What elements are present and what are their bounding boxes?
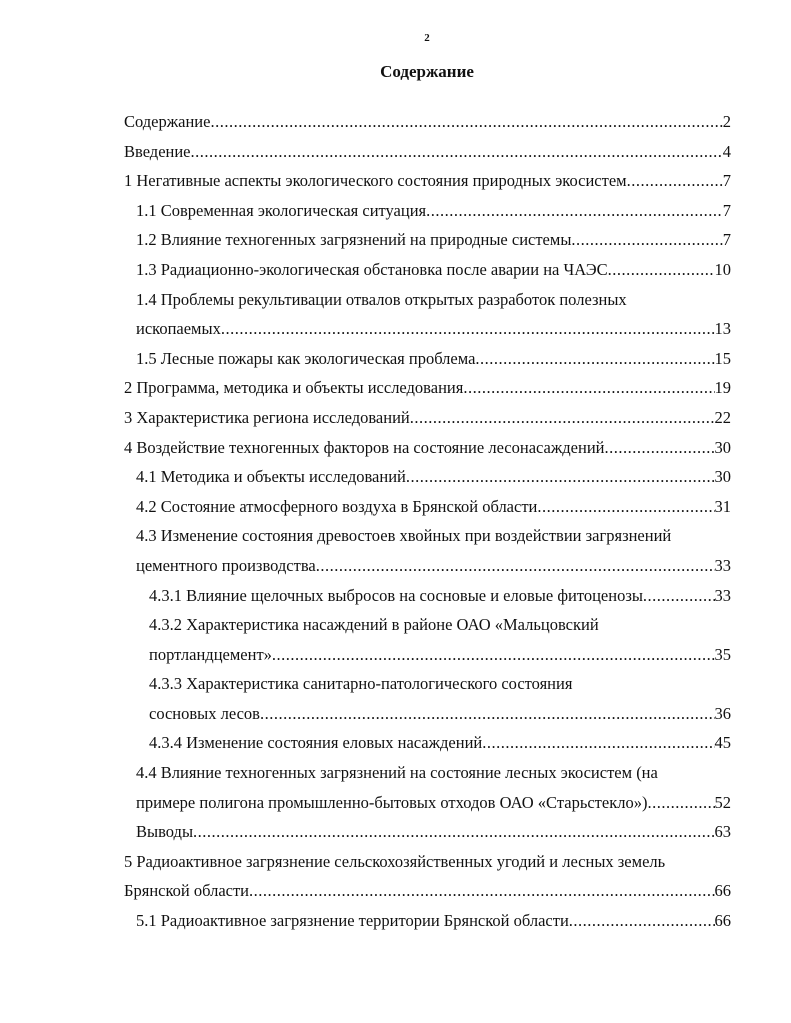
toc-entry[interactable] bbox=[124, 111, 731, 141]
toc-entry-page: 33 bbox=[714, 555, 731, 575]
dot-leader bbox=[571, 229, 722, 251]
toc-entry-page: 19 bbox=[714, 378, 731, 398]
dot-leader bbox=[191, 141, 723, 163]
toc-entry-page: 66 bbox=[714, 881, 731, 901]
dot-leader bbox=[406, 466, 715, 488]
dot-leader bbox=[463, 377, 714, 399]
toc-entry-line bbox=[124, 141, 731, 171]
dot-leader bbox=[475, 348, 714, 370]
toc-entry-title: примере полигона промышленно-бытовых отходов ОАО «Старьстекло») bbox=[136, 792, 648, 812]
toc-entry[interactable] bbox=[124, 229, 731, 259]
toc-entry[interactable] bbox=[124, 377, 731, 407]
toc-entry[interactable] bbox=[124, 200, 731, 230]
toc-entry-title: 4.2 Состояние атмосферного воздуха в Брянской области bbox=[136, 496, 538, 516]
toc-entry[interactable] bbox=[124, 437, 731, 467]
toc-entry-title: Содержание bbox=[124, 112, 211, 131]
toc-entry-title: портландцемент» bbox=[149, 644, 272, 664]
dot-leader bbox=[643, 585, 715, 607]
toc-entry-line bbox=[124, 851, 731, 881]
toc-entry-title: сосновых лесов bbox=[149, 703, 260, 723]
toc-entry[interactable] bbox=[124, 673, 731, 732]
toc-entry-title: 4.1 Методика и объекты исследований bbox=[136, 467, 406, 487]
toc-entry-line bbox=[124, 377, 731, 407]
toc-entry[interactable] bbox=[124, 348, 731, 378]
toc-entry-line bbox=[124, 111, 731, 141]
toc-entry-page: 63 bbox=[714, 822, 731, 842]
toc-entry-line bbox=[124, 880, 731, 910]
dot-leader bbox=[272, 644, 715, 666]
toc-entry-page: 30 bbox=[714, 467, 731, 487]
toc-entry-title: 1.3 Радиационно-экологическая обстановка после аварии на ЧАЭС bbox=[136, 259, 608, 279]
toc-entry-title: 2 Программа, методика и объекты исследования bbox=[124, 378, 464, 398]
toc-entry-line bbox=[124, 348, 731, 378]
toc-entry-line bbox=[124, 496, 731, 526]
toc-entry-line bbox=[124, 525, 731, 555]
toc-entry-page: 45 bbox=[714, 733, 731, 753]
toc-entry-title: 5.1 Радиоактивное загрязнение территории Брянской области bbox=[136, 911, 569, 931]
dot-leader bbox=[260, 703, 715, 725]
toc-entry-title: 4.3.1 Влияние щелочных выбросов на сосновые и еловые фитоценозы bbox=[149, 585, 643, 605]
dot-leader bbox=[569, 910, 715, 932]
toc-entry-line bbox=[124, 703, 731, 733]
toc-entry-line bbox=[124, 673, 731, 703]
toc-entry-line bbox=[124, 821, 731, 851]
toc-entry[interactable] bbox=[124, 525, 731, 584]
toc-entry-title: 1 Негативные аспекты экологического состояния природных экосистем bbox=[124, 171, 627, 191]
toc-entry[interactable] bbox=[124, 821, 731, 851]
toc-entry-line bbox=[124, 318, 731, 348]
page-title: Содержание bbox=[380, 62, 474, 81]
toc-entry-line bbox=[124, 614, 731, 644]
toc-entry-title: Выводы bbox=[136, 822, 194, 842]
toc-entry-line bbox=[124, 407, 731, 437]
toc-entry-title: 4.3.4 Изменение состояния еловых насаждений bbox=[149, 733, 483, 753]
table-of-contents bbox=[124, 111, 731, 940]
toc-entry-title: 3 Характеристика региона исследований bbox=[124, 407, 410, 427]
dot-leader bbox=[604, 437, 714, 459]
toc-entry-title: ископаемых bbox=[136, 319, 221, 339]
toc-entry-page: 22 bbox=[714, 407, 731, 427]
dot-leader bbox=[221, 318, 715, 340]
toc-entry-line bbox=[124, 437, 731, 467]
toc-entry-line bbox=[124, 170, 731, 200]
toc-entry-line bbox=[124, 792, 731, 822]
dot-leader bbox=[482, 732, 714, 754]
toc-entry-page: 30 bbox=[714, 437, 731, 457]
toc-entry-page: 10 bbox=[714, 259, 731, 279]
toc-entry[interactable] bbox=[124, 466, 731, 496]
toc-entry[interactable] bbox=[124, 170, 731, 200]
toc-entry-page: 66 bbox=[714, 911, 731, 931]
toc-entry-line bbox=[124, 259, 731, 289]
dot-leader bbox=[647, 792, 714, 814]
toc-entry-title: 4.3.3 Характеристика санитарно-патологического состояния bbox=[149, 674, 573, 694]
toc-entry-line bbox=[124, 585, 731, 615]
toc-entry[interactable] bbox=[124, 614, 731, 673]
toc-entry-title: 1.5 Лесные пожары как экологическая проблема bbox=[136, 348, 476, 368]
toc-entry-page: 35 bbox=[714, 644, 731, 664]
toc-entry-page: 15 bbox=[714, 348, 731, 368]
toc-entry-line bbox=[124, 200, 731, 230]
toc-entry-page: 7 bbox=[722, 200, 731, 220]
toc-entry-line bbox=[124, 466, 731, 496]
toc-entry-title: 1.2 Влияние техногенных загрязнений на природные системы bbox=[136, 230, 572, 250]
dot-leader bbox=[316, 555, 715, 577]
dot-leader bbox=[249, 880, 714, 902]
toc-entry-title: 4.4 Влияние техногенных загрязнений на состояние лесных экосистем (на bbox=[136, 763, 658, 783]
toc-entry-page: 31 bbox=[714, 496, 731, 516]
dot-leader bbox=[426, 200, 723, 222]
toc-entry[interactable] bbox=[124, 289, 731, 348]
toc-entry-line bbox=[124, 644, 731, 674]
page-number: 2 bbox=[424, 32, 430, 44]
toc-entry[interactable] bbox=[124, 851, 731, 910]
toc-entry[interactable] bbox=[124, 141, 731, 171]
toc-entry-line bbox=[124, 910, 731, 940]
toc-entry[interactable] bbox=[124, 585, 731, 615]
toc-entry-page: 7 bbox=[722, 171, 731, 191]
toc-entry[interactable] bbox=[124, 732, 731, 762]
toc-entry-line bbox=[124, 732, 731, 762]
toc-entry-page: 52 bbox=[714, 792, 731, 812]
toc-entry[interactable] bbox=[124, 910, 731, 940]
toc-entry[interactable] bbox=[124, 407, 731, 437]
toc-entry[interactable] bbox=[124, 259, 731, 289]
toc-entry-title: 4.3 Изменение состояния древостоев хвойных при воздействии загрязнений bbox=[136, 526, 672, 546]
dot-leader bbox=[608, 259, 715, 281]
dot-leader bbox=[627, 170, 723, 192]
toc-entry[interactable] bbox=[124, 496, 731, 526]
toc-entry-title: цементного производства bbox=[136, 555, 316, 575]
toc-entry-page: 13 bbox=[714, 319, 731, 339]
toc-entry-title: 1.4 Проблемы рекультивации отвалов открытых разработок полезных bbox=[136, 289, 627, 309]
toc-entry-line bbox=[124, 762, 731, 792]
toc-entry-title: 5 Радиоактивное загрязнение сельскохозяйственных угодий и лесных земель bbox=[124, 851, 666, 871]
toc-entry-title: Брянской области bbox=[124, 881, 250, 901]
toc-entry-page: 33 bbox=[714, 585, 731, 605]
toc-entry-line bbox=[124, 555, 731, 585]
toc-entry-title: 4 Воздействие техногенных факторов на состояние лесонасаждений bbox=[124, 437, 605, 457]
toc-entry-line bbox=[124, 229, 731, 259]
toc-entry-title: 4.3.2 Характеристика насаждений в районе ОАО «Мальцовский bbox=[149, 615, 599, 635]
toc-entry-page: 4 bbox=[722, 141, 731, 161]
toc-entry-page: 36 bbox=[714, 703, 731, 723]
toc-entry-page: 2 bbox=[722, 112, 731, 131]
toc-entry-line bbox=[124, 289, 731, 319]
toc-entry-title: Введение bbox=[124, 141, 191, 161]
toc-entry-title: 1.1 Современная экологическая ситуация bbox=[136, 200, 427, 220]
dot-leader bbox=[210, 111, 722, 133]
dot-leader bbox=[410, 407, 715, 429]
dot-leader bbox=[193, 821, 714, 843]
toc-entry-page: 7 bbox=[722, 230, 731, 250]
toc-entry[interactable] bbox=[124, 762, 731, 821]
dot-leader bbox=[537, 496, 714, 518]
